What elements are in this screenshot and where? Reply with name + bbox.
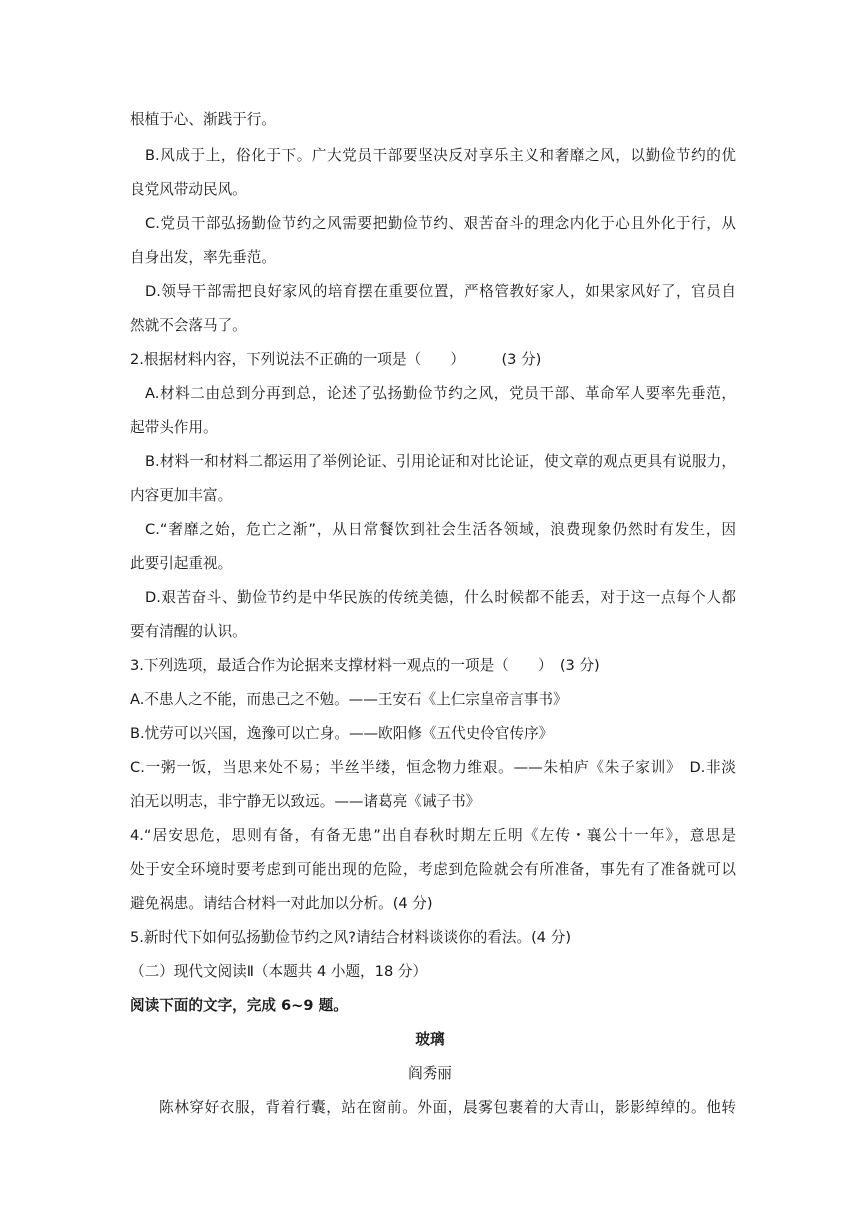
text-line: 处于安全环境时要考虑到可能出现的危险，考虑到危险就会有所准备，事先有了准备就可以 (130, 861, 736, 878)
text-line: 避免祸患。请结合材料一对此加以分析。(4 分) (130, 895, 433, 912)
reading-instruction: 阅读下面的文字，完成 6~9 题。 (130, 997, 348, 1014)
option-d-line: D.领导干部需把良好家风的培育摆在重要位置，严格管教好家人，如果家风好了，官员自 (145, 283, 736, 300)
text-line: 此要引起重视。 (130, 555, 233, 572)
passage-title: 玻璃 (415, 1031, 445, 1048)
q3-option-b: B.忧劳可以兴国，逸豫可以亡身。——欧阳修《五代史伶官传序》 (130, 725, 554, 742)
option-b-line: B.风成于上，俗化于下。广大党员干部要坚决反对享乐主义和奢靡之风，以勤俭节约的优 (145, 147, 736, 164)
option-c-line: C.党员干部弘扬勤俭节约之风需要把勤俭节约、艰苦奋斗的理念内化于心且外化于行，从 (145, 215, 736, 232)
question-3: 3.下列选项，最适合作为论据来支撑材料一观点的一项是（ ） (3 分) (130, 657, 600, 674)
text-line: 良党风带动民风。 (130, 181, 247, 198)
text-line: 然就不会落马了。 (130, 317, 247, 334)
text-line: 根植于心、渐践于行。 (130, 111, 276, 128)
q3-option-c-line: C.一粥一饭，当思来处不易；半丝半缕，恒念物力维艰。——朱柏庐《朱子家训》 D.非淡 (130, 759, 736, 776)
section-heading: （二）现代文阅读Ⅱ（本题共 4 小题，18 分） (130, 963, 428, 980)
passage-author: 阎秀丽 (408, 1065, 452, 1082)
q3-option-a: A.不患人之不能，而患己之不勉。——王安石《上仁宗皇帝言事书》 (130, 691, 568, 708)
q2-option-b-line: B.材料一和材料二都运用了举例论证、引用论证和对比论证，使文章的观点更具有说服力， (145, 453, 736, 470)
text-line: 起带头作用。 (130, 419, 218, 436)
q2-option-a-line: A.材料二由总到分再到总，论述了弘扬勤俭节约之风，党员干部、革命军人要率先垂范， (145, 385, 736, 402)
question-5: 5.新时代下如何弘扬勤俭节约之风?请结合材料谈谈你的看法。(4 分) (130, 929, 572, 946)
text-line: 泊无以明志，非宁静无以致远。——诸葛亮《诫子书》 (130, 793, 481, 810)
q2-option-c-line: C.“奢靡之始，危亡之渐”，从日常餐饮到社会生活各领域，浪费现象仍然时有发生，因 (145, 521, 736, 538)
passage-paragraph-line: 陈林穿好衣服，背着行囊，站在窗前。外面，晨雾包裹着的大青山，影影绰绰的。他转 (159, 1099, 736, 1116)
question-4-line: 4.“居安思危，思则有备，有备无患”出自春秋时期左丘明《左传・襄公十一年》，意思是 (130, 827, 736, 844)
q2-option-d-line: D.艰苦奋斗、勤俭节约是中华民族的传统美德，什么时候都不能丢，对于这一点每个人都 (145, 589, 736, 606)
question-2: 2.根据材料内容，下列说法不正确的一项是（ ） (3 分) (130, 351, 542, 368)
text-line: 自身出发，率先垂范。 (130, 249, 276, 266)
text-line: 要有清醒的认识。 (130, 623, 247, 640)
text-line: 内容更加丰富。 (130, 487, 233, 504)
